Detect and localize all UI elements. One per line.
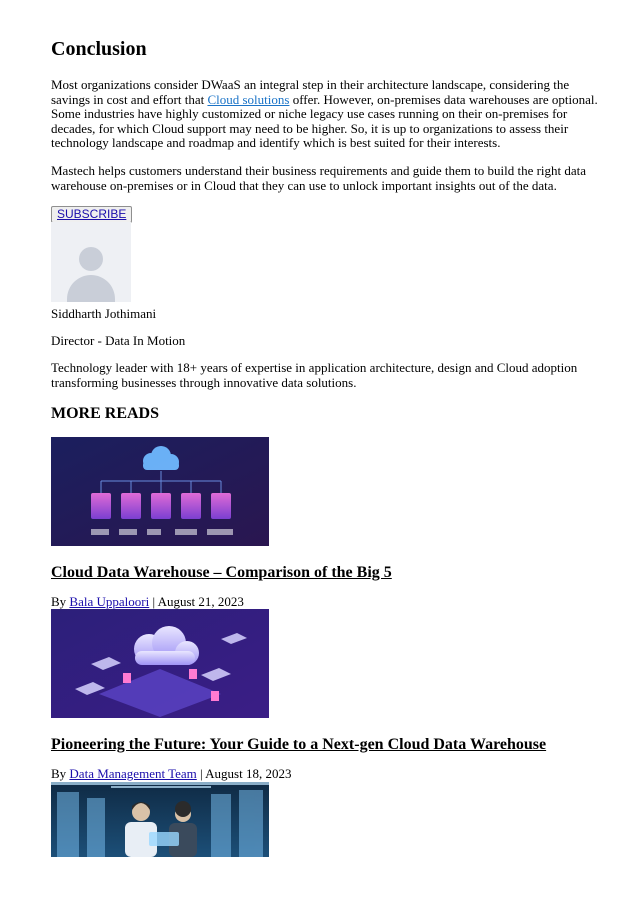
more-reads-heading: MORE READS xyxy=(51,405,160,422)
author-role: Director - Data In Motion xyxy=(51,333,186,348)
cloud-solutions-link[interactable]: Cloud solutions xyxy=(207,91,290,107)
article-thumbnail-next-gen-cloud[interactable] xyxy=(51,609,269,718)
article-author-link[interactable]: Bala Uppaloori xyxy=(69,594,150,609)
article-thumbnail-data-center[interactable] xyxy=(51,782,269,857)
article-date: | August 21, 2023 xyxy=(149,594,244,609)
conclusion-paragraph-2: Mastech helps customers understand their business requirements and guide them to build the right data warehouse on-premises or in Cloud that they can use to unlock important insights out of the data. xyxy=(51,163,587,193)
article-byline xyxy=(51,766,291,781)
byline-prefix: By xyxy=(51,594,70,609)
author-bio: Technology leader with 18+ years of expertise in application architecture, design and Cloud adoption transforming businesses through innovative data solutions. xyxy=(51,360,578,390)
author-name: Siddharth Jothimani xyxy=(51,306,157,321)
byline-prefix: By xyxy=(51,766,70,781)
article-byline xyxy=(51,594,244,609)
article-title-link[interactable]: Pioneering the Future: Your Guide to a Next-gen Cloud Data Warehouse xyxy=(51,736,547,753)
paragraph-text: Most organizations consider DWaaS an integral step in their architecture landscape, considering the savings in cost and effort that xyxy=(51,77,570,107)
article-thumbnail-cloud-warehouse[interactable] xyxy=(51,437,269,546)
avatar-body-shape xyxy=(67,275,115,302)
paragraph-text: offer. However, on-premises data warehouses are optional. Some industries have highly customized or niche legacy use cases running on their on-premises for decades, for which Cloud support may need to be higher. So, it is up to organizations to assess their technology landscape and roadmap and identify which is best suited for their interests. xyxy=(51,91,598,150)
avatar-head-shape xyxy=(79,247,103,271)
article-title-link[interactable]: Cloud Data Warehouse – Comparison of the Big 5 xyxy=(51,564,392,581)
conclusion-paragraph-1 xyxy=(51,78,611,151)
conclusion-heading: Conclusion xyxy=(51,38,147,60)
article-date: | August 18, 2023 xyxy=(196,766,292,781)
author-avatar xyxy=(51,222,131,302)
subscribe-button[interactable]: SUBSCRIBE xyxy=(51,206,132,223)
article-author-link[interactable]: Data Management Team xyxy=(69,766,197,781)
